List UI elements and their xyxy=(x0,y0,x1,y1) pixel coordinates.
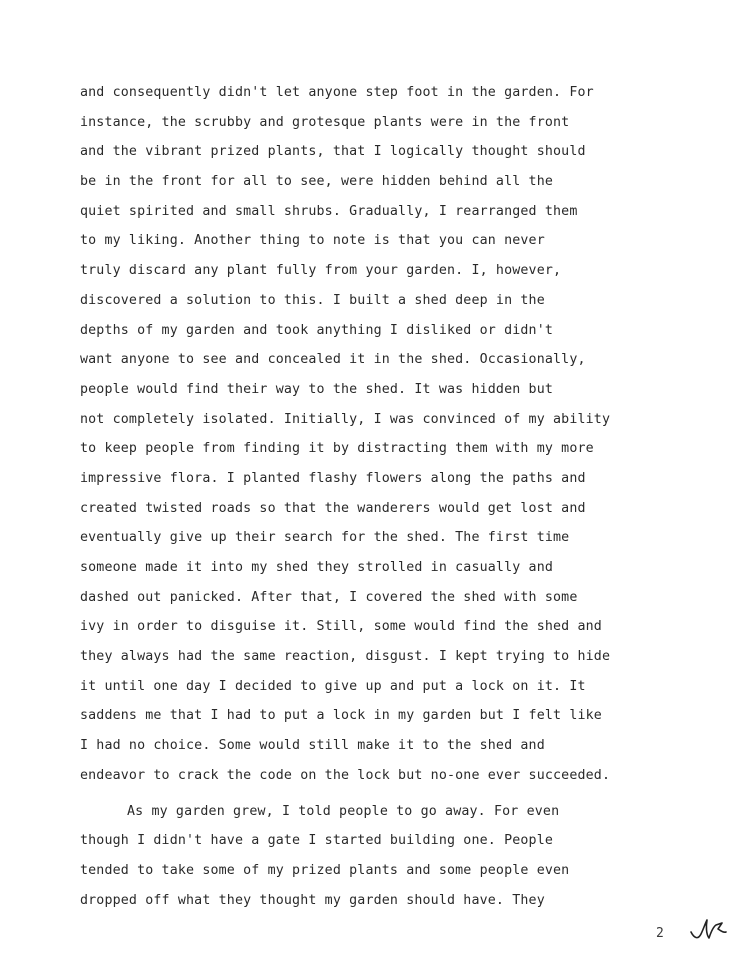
text-line: someone made it into my shed they strolled in casually and xyxy=(80,560,554,575)
text-line: people would find their way to the shed. It was hidden but xyxy=(80,381,554,397)
text-line: quiet spirited and small shrubs. Gradually, I rearranged them xyxy=(80,203,578,219)
text-line: tended to take some of my prized plants and some people even xyxy=(80,862,570,878)
text-line: endeavor to crack the code on the lock but no-one ever succeeded. xyxy=(80,767,611,783)
text-line: eventually give up their search for the shed. The first time xyxy=(80,530,570,546)
text-line: and consequently didn't let anyone step foot in the garden. For xyxy=(80,85,594,100)
text-line: to keep people from finding it by distracting them with my more xyxy=(80,441,594,457)
text-line: ivy in order to disguise it. Still, some would find the shed and xyxy=(80,619,602,635)
text-line: created twisted roads so that the wanderers would get lost and xyxy=(80,500,586,516)
body-text xyxy=(80,78,720,915)
text-line: they always had the same reaction, disgust. I kept trying to hide xyxy=(80,649,611,665)
text-line: depths of my garden and took anything I disliked or didn't xyxy=(80,322,554,338)
text-line: instance, the scrubby and grotesque plants were in the front xyxy=(80,114,570,130)
handwritten-initials-icon xyxy=(688,912,728,946)
text-line: be in the front for all to see, were hidden behind all the xyxy=(80,174,554,190)
text-line: it until one day I decided to give up and put a lock on it. It xyxy=(80,678,586,694)
text-line: want anyone to see and concealed it in the shed. Occasionally, xyxy=(80,352,586,368)
text-line: saddens me that I had to put a lock in my garden but I felt like xyxy=(80,708,602,724)
text-line: and the vibrant prized plants, that I logically thought should xyxy=(80,144,586,160)
paragraph-first-line: As my garden grew, I told people to go away. For even xyxy=(127,803,560,819)
text-line: dropped off what they thought my garden should have. They xyxy=(80,892,545,908)
text-line: impressive flora. I planted flashy flowers along the paths and xyxy=(80,470,586,486)
text-line: truly discard any plant fully from your garden. I, however, xyxy=(80,263,562,279)
text-line: to my liking. Another thing to note is that you can never xyxy=(80,233,545,249)
text-line: I had no choice. Some would still make it to the shed and xyxy=(80,738,545,754)
text-line: not completely isolated. Initially, I was convinced of my ability xyxy=(80,411,611,427)
text-line: dashed out panicked. After that, I covered the shed with some xyxy=(80,589,578,605)
text-line: discovered a solution to this. I built a shed deep in the xyxy=(80,292,545,308)
text-line: though I didn't have a gate I started building one. People xyxy=(80,833,554,849)
page-number: 2 xyxy=(656,926,664,941)
